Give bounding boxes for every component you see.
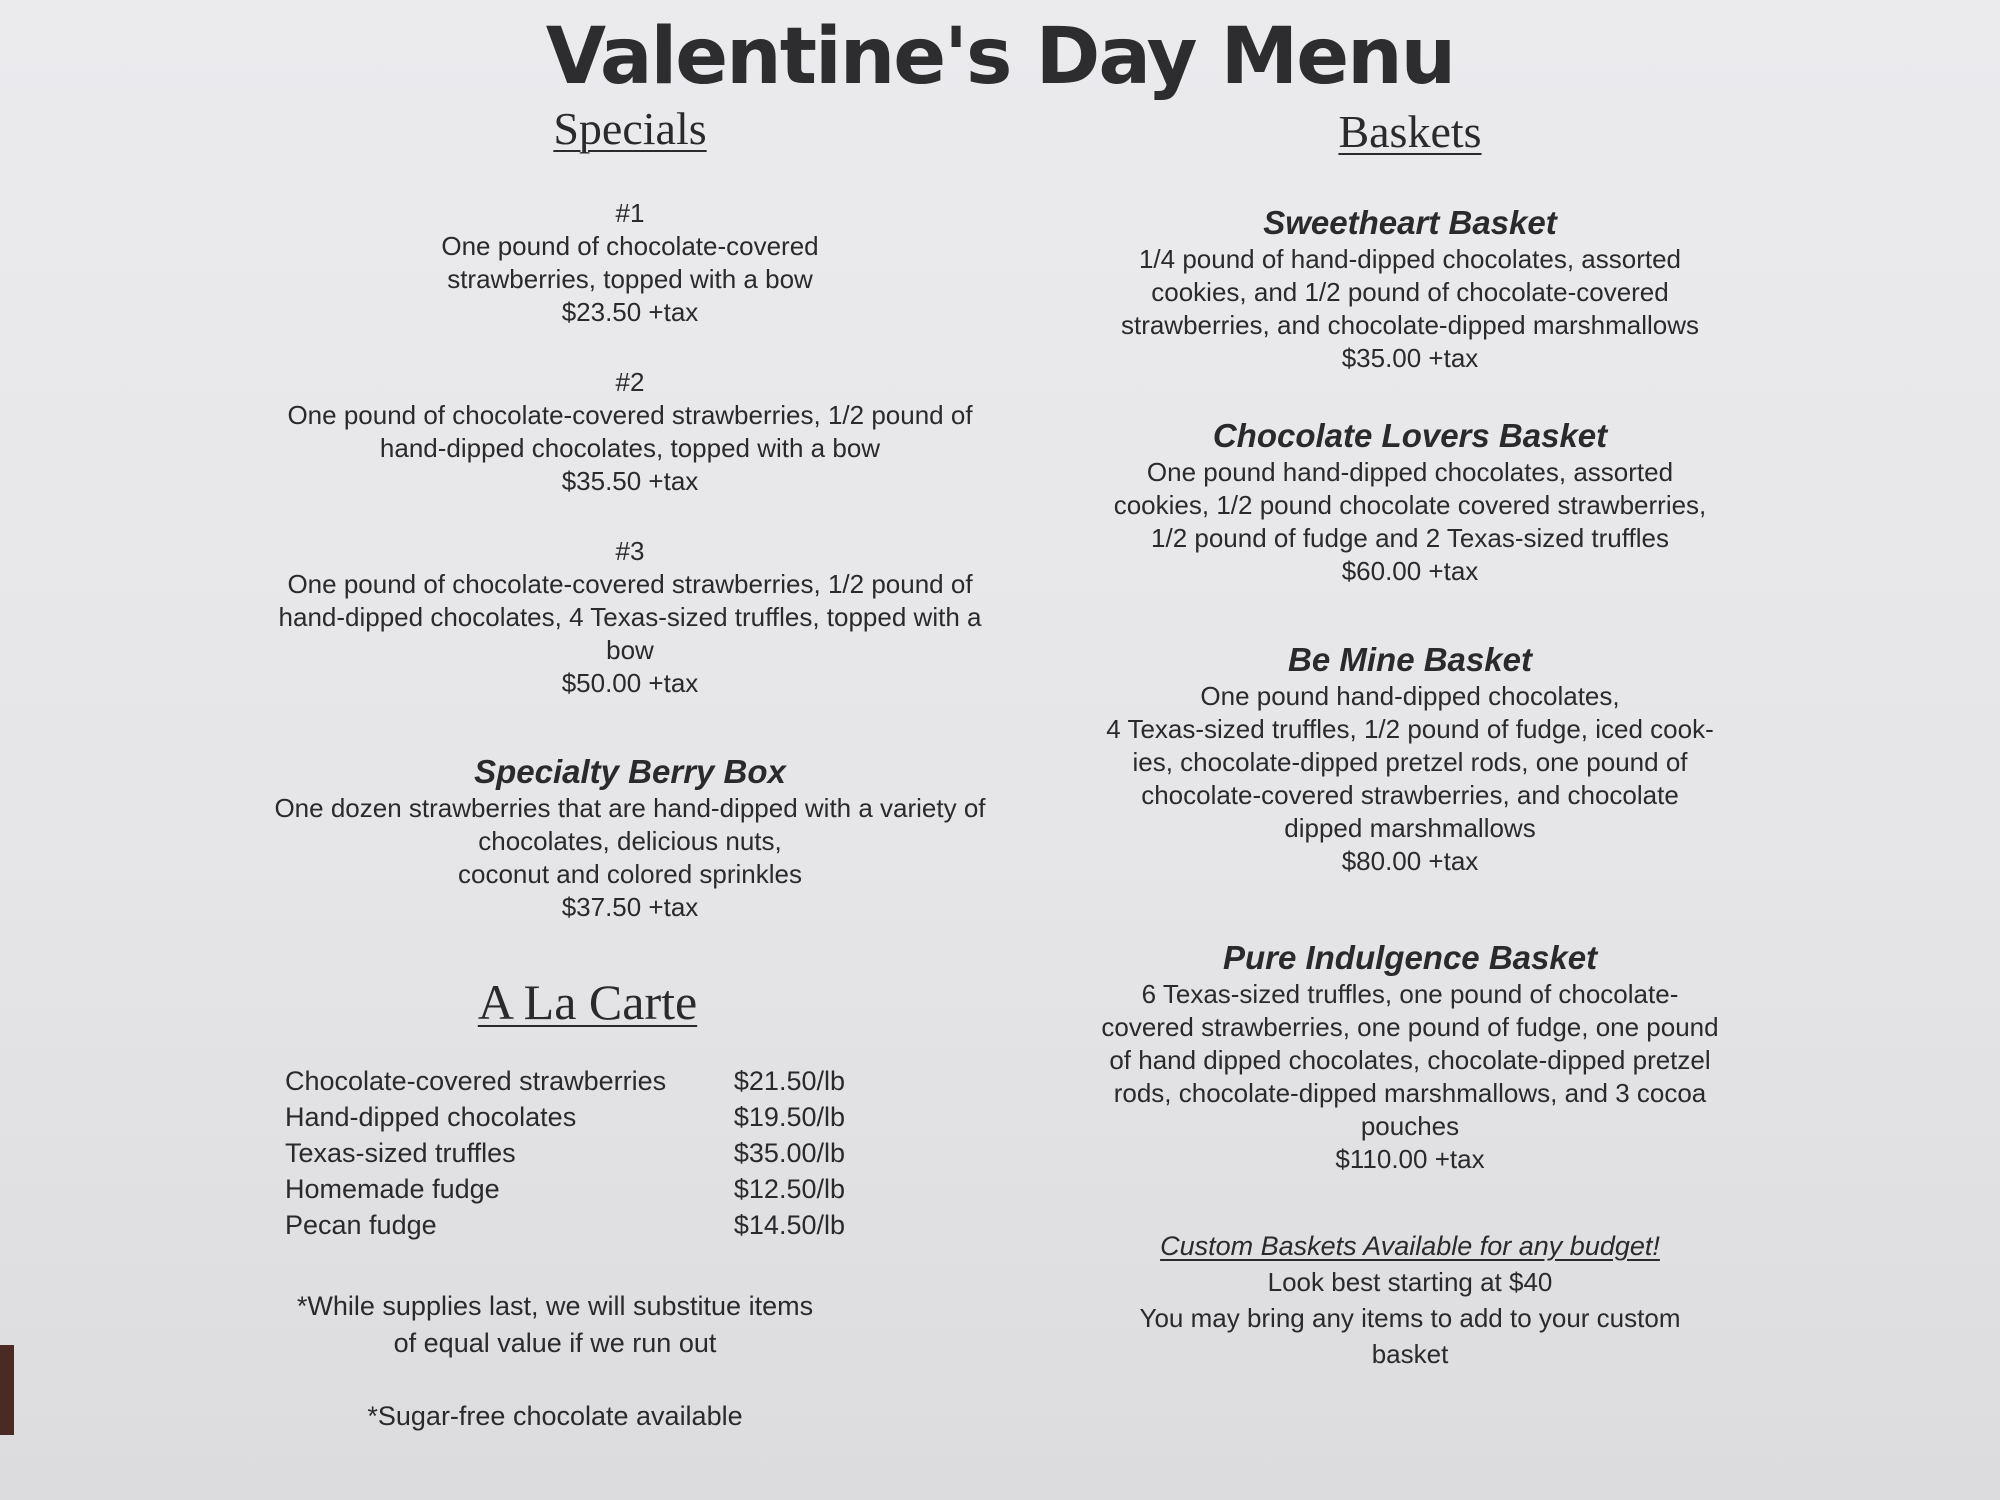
note-line: *While supplies last, we will substitue items	[296, 1291, 814, 1321]
basket-name: Chocolate Lovers Basket	[1212, 417, 1608, 454]
carte-row	[285, 1207, 845, 1243]
carte-price: $35.00/lb	[733, 1138, 845, 1168]
carte-item: Homemade fudge	[285, 1174, 500, 1204]
special-desc-line: hand-dipped chocolates, topped with a bow	[379, 433, 881, 463]
basket-desc-line: One pound hand-dipped chocolates, assorted	[1146, 457, 1674, 487]
berry-box-desc-line: One dozen strawberries that are hand-dipped with a variety of	[274, 793, 986, 823]
berry-box-desc-line: chocolates, delicious nuts,	[478, 826, 782, 856]
special-item-2	[230, 366, 1030, 498]
basket-desc-line: chocolate-covered strawberries, and chocolate	[1141, 780, 1679, 810]
basket-desc-line: ies, chocolate-dipped pretzel rods, one pound of	[1132, 747, 1688, 777]
baskets-heading: Baskets	[1338, 106, 1482, 157]
a-la-carte-list	[285, 1063, 845, 1243]
carte-item: Texas-sized truffles	[285, 1138, 516, 1168]
custom-line: Look best starting at $40	[1267, 1267, 1553, 1297]
basket-desc-line: rods, chocolate-dipped marshmallows, and 3 cocoa	[1113, 1078, 1707, 1108]
special-desc-line: bow	[606, 635, 654, 665]
basket-name: Sweetheart Basket	[1263, 204, 1557, 241]
basket-desc-line: cookies, 1/2 pound chocolate covered strawberries,	[1113, 490, 1707, 520]
basket-desc-line: dipped marshmallows	[1284, 813, 1536, 843]
carte-item: Hand-dipped chocolates	[285, 1102, 577, 1132]
custom-baskets	[1065, 1228, 1755, 1372]
berry-box-name: Specialty Berry Box	[474, 753, 786, 790]
menu-title: Valentine's Day Menu	[545, 12, 1455, 102]
page-edge	[0, 1345, 14, 1435]
basket-desc-line: One pound hand-dipped chocolates,	[1200, 681, 1620, 711]
basket-desc-line: 6 Texas-sized truffles, one pound of chocolate-	[1141, 979, 1679, 1009]
carte-item: Chocolate-covered strawberries	[285, 1066, 667, 1096]
basket-price: $80.00 +tax	[1341, 846, 1479, 876]
basket-name: Pure Indulgence Basket	[1222, 939, 1598, 976]
custom-line: basket	[1371, 1339, 1449, 1369]
basket-price: $35.00 +tax	[1341, 343, 1479, 373]
special-number: #3	[615, 536, 645, 566]
sugar-free-note: *Sugar-free chocolate available	[367, 1401, 743, 1431]
basket-price: $110.00 +tax	[1335, 1144, 1485, 1174]
basket-pure-indulgence	[1065, 938, 1755, 1176]
special-price: $35.50 +tax	[561, 466, 699, 496]
carte-row	[285, 1135, 845, 1171]
carte-price: $19.50/lb	[733, 1102, 845, 1132]
basket-chocolate-lovers	[1065, 416, 1755, 588]
carte-row	[285, 1171, 845, 1207]
basket-price: $60.00 +tax	[1341, 556, 1479, 586]
carte-price: $12.50/lb	[733, 1174, 845, 1204]
special-number: #2	[615, 367, 645, 397]
basket-desc-line: 1/4 pound of hand-dipped chocolates, assorted	[1138, 244, 1682, 274]
basket-be-mine	[1065, 640, 1755, 878]
note-line: of equal value if we run out	[393, 1328, 717, 1358]
special-desc-line: One pound of chocolate-covered strawberries, 1/2 pound of	[287, 400, 973, 430]
carte-price: $21.50/lb	[733, 1066, 845, 1096]
special-item-3	[230, 535, 1030, 700]
carte-row	[285, 1063, 845, 1099]
specials-heading: Specials	[553, 103, 707, 154]
basket-desc-line: 4 Texas-sized truffles, 1/2 pound of fudge, iced cook-	[1106, 714, 1714, 744]
custom-baskets-heading: Custom Baskets Available for any budget!	[1160, 1231, 1660, 1261]
basket-desc-line: strawberries, and chocolate-dipped marshmallows	[1120, 310, 1700, 340]
substitution-note	[255, 1288, 855, 1362]
basket-desc-line: of hand dipped chocolates, chocolate-dipped pretzel	[1109, 1045, 1711, 1075]
basket-name: Be Mine Basket	[1288, 641, 1532, 678]
carte-item: Pecan fudge	[285, 1210, 437, 1240]
special-price: $50.00 +tax	[561, 668, 699, 698]
specialty-berry-box	[230, 752, 1030, 924]
special-price: $23.50 +tax	[561, 297, 699, 327]
carte-price: $14.50/lb	[733, 1210, 845, 1240]
basket-desc-line: pouches	[1360, 1111, 1460, 1141]
basket-desc-line: covered strawberries, one pound of fudge, one pound	[1101, 1012, 1719, 1042]
special-desc-line: strawberries, topped with a bow	[447, 264, 813, 294]
basket-desc-line: 1/2 pound of fudge and 2 Texas-sized truffles	[1151, 523, 1669, 553]
custom-line: You may bring any items to add to your custom	[1139, 1303, 1681, 1333]
basket-desc-line: cookies, and 1/2 pound of chocolate-covered	[1151, 277, 1669, 307]
a-la-carte-heading: A La Carte	[477, 974, 698, 1030]
berry-box-price: $37.50 +tax	[561, 892, 699, 922]
special-number: #1	[615, 198, 645, 228]
carte-row	[285, 1099, 845, 1135]
basket-sweetheart	[1065, 203, 1755, 375]
special-desc-line: One pound of chocolate-covered strawberries, 1/2 pound of	[287, 569, 973, 599]
special-item-1	[230, 197, 1030, 329]
special-desc-line: One pound of chocolate-covered	[441, 231, 819, 261]
berry-box-desc-line: coconut and colored sprinkles	[458, 859, 802, 889]
special-desc-line: hand-dipped chocolates, 4 Texas-sized truffles, topped with a	[278, 602, 982, 632]
